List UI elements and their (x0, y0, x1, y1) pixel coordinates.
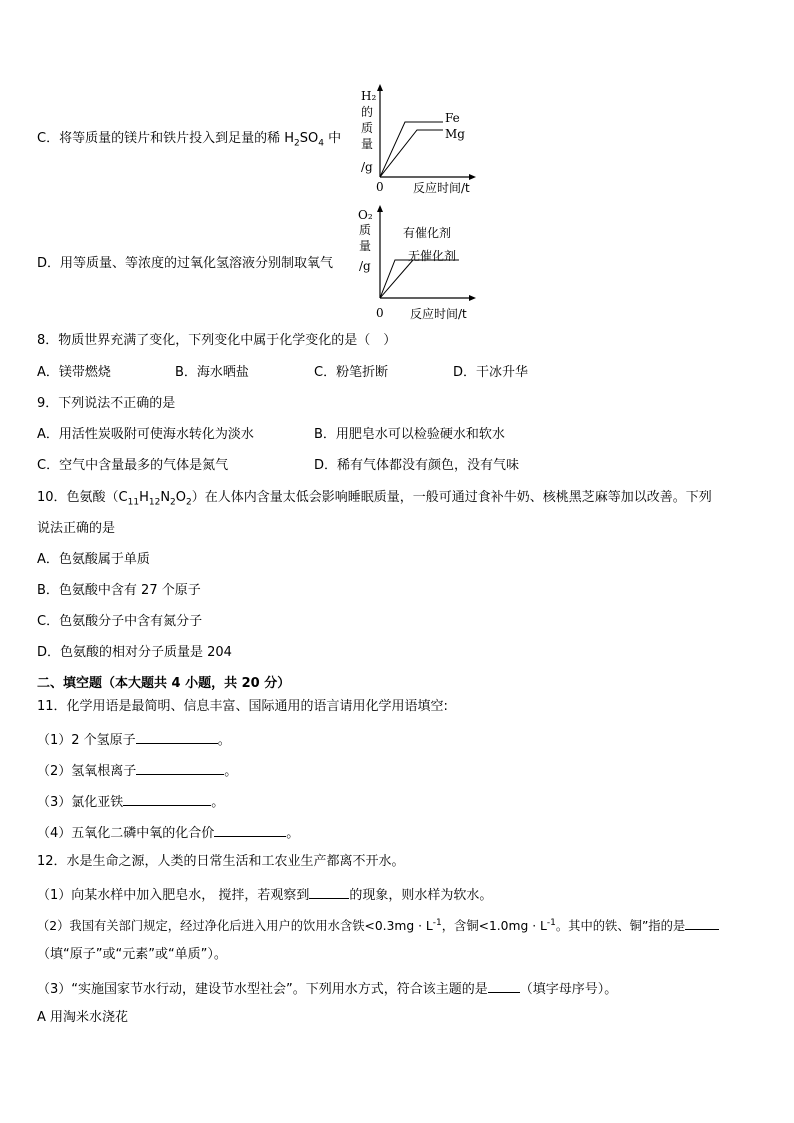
graph-c (355, 82, 485, 197)
q11-item-2: （2）氢氧根离子 。 (37, 761, 237, 780)
q12-part-2: （2）我国有关部门规定，经过净化后进入用户的饮用水含铁$<0.3mg \cdot L^{-1}$，含铜$<1.0mg \cdot L^{-1}$。其中的铁、铜”指的是 (37, 916, 719, 934)
q9-option-a: A．用活性炭吸附可使海水转化为淡水 (37, 427, 254, 442)
graph-d-catalyst-line (380, 260, 459, 298)
graph-c-fe-label: Fe (445, 111, 460, 125)
answer-blank[interactable] (123, 792, 211, 806)
graph-d-ylabel-o2: O₂ (358, 208, 373, 222)
answer-blank[interactable] (685, 916, 719, 930)
graph-c-xlabel: 反应时间/t (413, 181, 470, 195)
q9-option-d: D．稀有气体都没有颜色，没有气味 (314, 458, 520, 473)
graph-c-ylabel-1: 的 (361, 105, 374, 119)
q12-option-a: A 用淘米水浇花 (37, 1010, 129, 1025)
q12-stem: 12．水是生命之源，人类的日常生活和工农业生产都离不开水。 (37, 854, 405, 869)
graph-d-catalyst-label: 有催化剂 (403, 226, 452, 240)
graph-d-ylabel-2: 量 (359, 239, 372, 253)
q8-option-c: C．粉笔折断 (314, 365, 389, 380)
answer-blank[interactable] (309, 885, 349, 899)
graph-d (355, 203, 485, 323)
q11-item-1: （1）2 个氢原子 。 (37, 730, 231, 749)
answer-blank[interactable] (136, 761, 224, 775)
q9-option-c: C．空气中含量最多的气体是氮气 (37, 458, 229, 473)
graph-c-ylabel-4: /g (361, 160, 373, 174)
graph-d-xlabel: 反应时间/t (410, 307, 467, 321)
graph-c-ylabel-2: 质 (361, 121, 374, 135)
graph-c-origin: 0 (376, 180, 384, 194)
graph-d-nocatalyst-line (380, 260, 413, 298)
graph-c-mg-line (380, 130, 443, 177)
q10-option-a: A．色氨酸属于单质 (37, 552, 150, 567)
answer-blank[interactable] (488, 979, 520, 993)
q10-stem-line2: 说法正确的是 (37, 521, 116, 536)
q12-part-1: （1）向某水样中加入肥皂水， 搅拌，若观察到 的现象，则水样为软水。 (37, 885, 492, 904)
q11-item-4: （4）五氧化二磷中氧的化合价 。 (37, 823, 299, 842)
q12-part-2-line2: （填“原子”或“元素”或“单质”）。 (37, 947, 227, 962)
q10-option-b: B．色氨酸中含有 27 个原子 (37, 583, 201, 598)
q8-option-a: A．镁带燃烧 (37, 365, 111, 380)
q9-stem: 9．下列说法不正确的是 (37, 396, 176, 411)
q9-option-b: B．用肥皂水可以检验硬水和软水 (314, 427, 505, 442)
answer-blank[interactable] (136, 730, 218, 744)
graph-c-ylabel-3: 量 (361, 137, 374, 151)
q12-part-3: （3）“实施国家节水行动，建设节水型社会”。下列用水方式，符合该主题的是 （填字母序号）。 (37, 979, 617, 998)
section-heading: 二、填空题（本大题共 4 小题，共 20 分） (37, 676, 291, 691)
q10-option-d: D．色氨酸的相对分子质量是 204 (37, 645, 232, 660)
graph-d-ylabel-1: 质 (359, 223, 372, 237)
q7-option-c: C．将等质量的镁片和铁片投入到足量的稀 $H_2SO_4$ 中 (37, 131, 342, 149)
graph-d-origin: 0 (376, 306, 384, 320)
q8-option-b: B．海水晒盐 (175, 365, 249, 380)
answer-blank[interactable] (214, 823, 286, 837)
q10-stem: 10．色氨酸$(C_{11}H_{12}N_2O_2)$在人体内含量太低会影响睡眠质量，一般可通过食补牛奶、核桃黑芝麻等加以改善。下列 (37, 490, 712, 508)
q11-stem: 11．化学用语是最简明、信息丰富、国际通用的语言请用化学用语填空: (37, 699, 448, 714)
q8-stem: 8．物质世界充满了变化，下列变化中属于化学变化的是（ ） (37, 333, 397, 348)
q11-item-3: （3）氯化亚铁 。 (37, 792, 224, 811)
q8-option-d: D．干冰升华 (453, 365, 529, 380)
q10-option-c: C．色氨酸分子中含有氮分子 (37, 614, 203, 629)
graph-c-mg-label: Mg (445, 127, 465, 141)
graph-d-ylabel-3: /g (359, 259, 371, 273)
graph-d-nocatalyst-label: 无催化剂 (408, 249, 457, 263)
graph-c-ylabel-h2: H₂ (361, 89, 377, 103)
q7-option-d: D．用等质量、等浓度的过氧化氢溶液分别制取氧气 (37, 256, 334, 271)
